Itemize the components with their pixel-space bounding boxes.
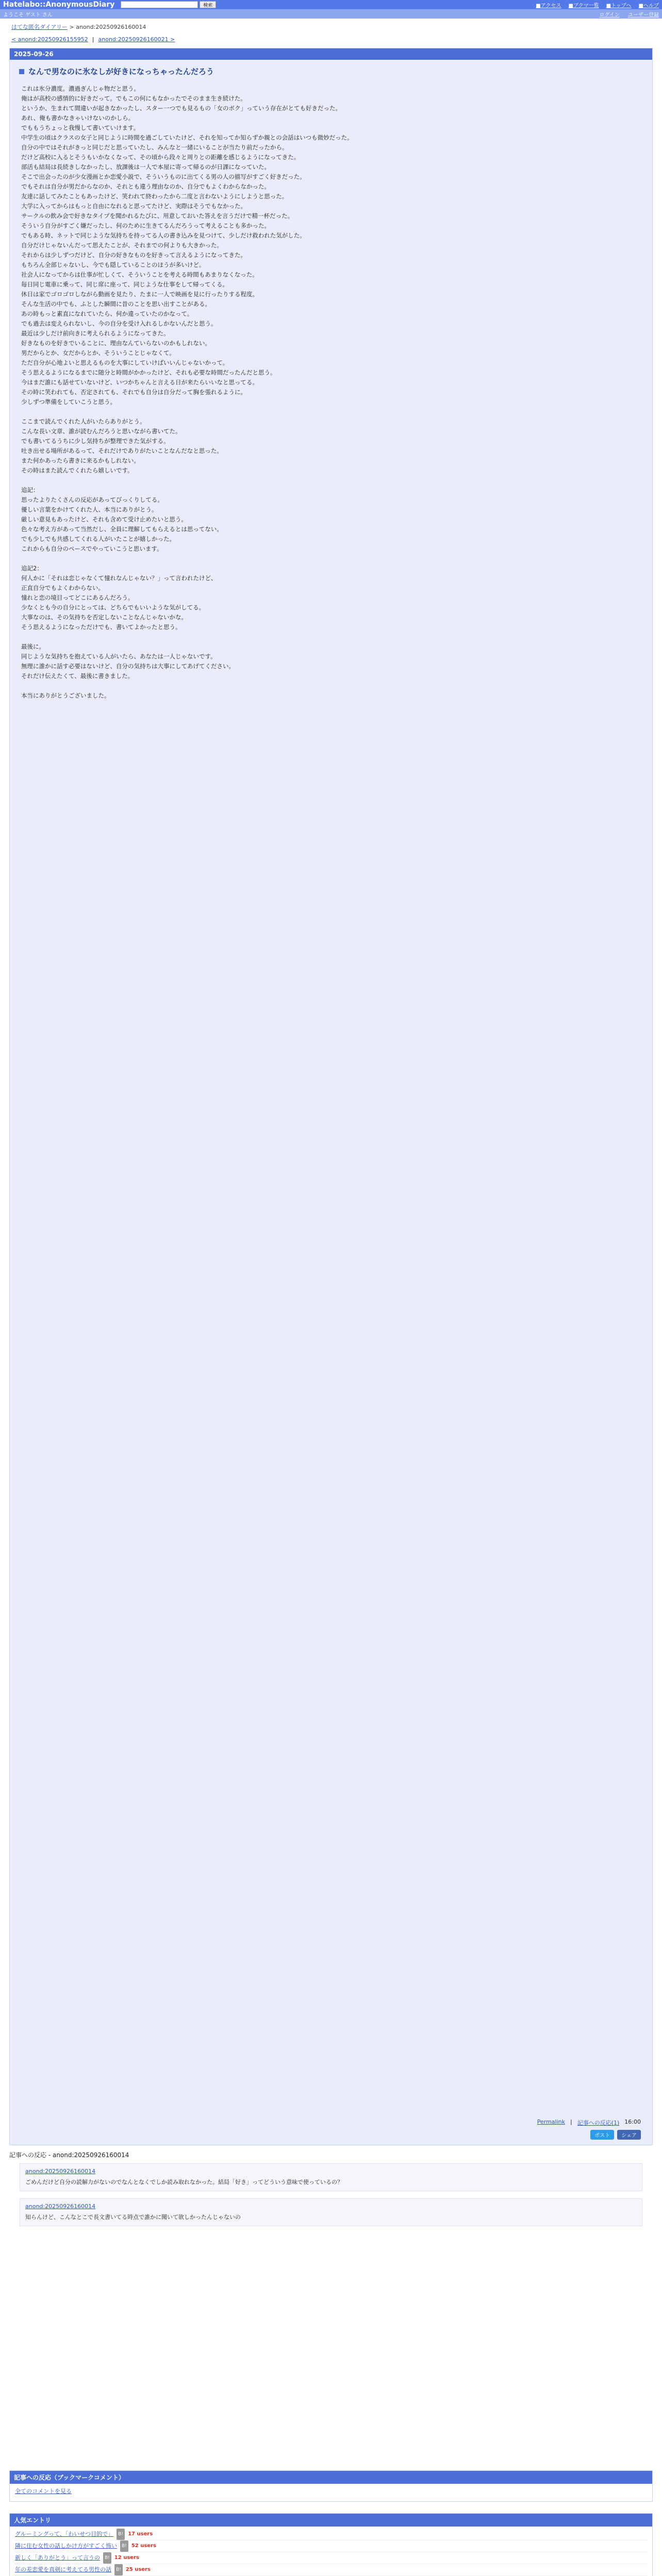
body-line: だけど高校に入るとそうもいかなくなって、その頃から段々と周りとの距離を感じるようになってきた。 — [21, 154, 300, 161]
body-line: これは氷分濃度。濃過ぎんじゃ物だと思う。 — [21, 85, 140, 92]
body-line — [21, 1768, 641, 1777]
breadcrumb-parent[interactable]: はてな匿名ダイアリー — [11, 24, 68, 30]
body-line — [21, 1914, 641, 1924]
body-line — [21, 720, 641, 730]
body-line — [21, 2100, 641, 2110]
body-line: 追記2： — [21, 565, 43, 572]
date-header: 2025-09-26 — [10, 48, 652, 60]
top-link-help[interactable]: ■ヘルプ — [638, 3, 659, 9]
body-line: その時はまた読んでくれたら嬉しいです。 — [21, 467, 134, 474]
body-line: その時に笑われても、否定されても、それでも自分は自分だって胸を張れるように。 — [21, 388, 246, 396]
body-line: こんな長い文章、誰が読むんだろうと思いながら書いてた。 — [21, 428, 181, 435]
body-line — [21, 1366, 641, 1376]
body-line: それだけ伝えたくて、最後に書きました。 — [21, 672, 134, 680]
body-line — [21, 1131, 641, 1141]
body-line — [21, 1092, 641, 1102]
body-line: サークルの飲み会で好きなタイプを聞かれるたびに、用意しておいた答えを言うだけで精一杯だった。 — [21, 212, 294, 219]
body-line: それからは少しずつだけど、自分の好きなものを好きって言えるようになってきた。 — [21, 251, 246, 259]
body-line: 自分の中ではそれがきっと同じだと思っていたし、みんなと一緒にいることが当たり前だったから。 — [21, 144, 288, 151]
body-line — [21, 2052, 641, 2061]
body-line — [21, 985, 641, 994]
body-line — [21, 1503, 641, 1513]
body-line: 最近は少しだけ前向きに考えられるようになってきた。 — [21, 330, 170, 337]
body-line — [21, 1875, 641, 1885]
top-bar — [0, 0, 662, 9]
body-line: というか、生まれて間違いが起きなかったし、スター一つでも見るもの「女のボク」っていう存在がとても好きだった。 — [21, 105, 341, 112]
body-line — [21, 1895, 641, 1905]
entry-title-row — [19, 66, 643, 77]
body-line: 優しい言葉をかけてくれた人、本当にありがとう。 — [21, 506, 158, 513]
tweet-button[interactable]: ポスト — [590, 2130, 614, 2140]
body-line — [21, 1562, 641, 1572]
related-item-link[interactable]: anond:20250926160014 — [25, 2168, 96, 2175]
comments-link[interactable]: 記事への反応(1) — [577, 2120, 620, 2126]
body-line — [21, 2081, 641, 2091]
search-button[interactable]: 検索 — [200, 1, 216, 8]
body-line — [21, 1308, 641, 1317]
body-line — [21, 1014, 641, 1024]
body-line — [21, 1885, 641, 1895]
related-item-text: ごめんだけど自分の読解力がないのでなんとなくでしか読み取れなかった。結局「好き」ってどういう意味で使っているの？ — [25, 2179, 343, 2185]
body-line — [21, 1122, 641, 1131]
body-line — [21, 1474, 641, 1484]
body-line — [21, 1454, 641, 1464]
body-line — [21, 848, 641, 857]
body-line — [21, 945, 641, 955]
body-line — [21, 1102, 641, 1112]
body-line — [21, 1817, 641, 1826]
body-line: 大事なのは、その気持ちを否定しないことなんじゃないかな。 — [21, 614, 187, 621]
body-line — [21, 779, 641, 789]
body-line — [21, 828, 641, 838]
body-line: これからも自分のペースでやっていこうと思います。 — [21, 545, 163, 552]
body-line — [21, 818, 641, 828]
body-line: でも過去は変えられないし、今の自分を受け入れるしかないんだと思う。 — [21, 320, 217, 327]
body-line — [21, 1210, 641, 1219]
body-line — [21, 554, 641, 564]
body-line — [21, 1680, 641, 1689]
body-line: ここまで読んでくれた人がいたらありがとう。 — [21, 418, 146, 425]
section-header: 記事への反応（ブックマークコメント） — [10, 2471, 652, 2484]
section-header: 人気エントリ — [10, 2514, 652, 2527]
body-line — [21, 799, 641, 808]
share-buttons — [21, 2130, 641, 2140]
related-item-text: 知らんけど、こんなとこで長文書いてる時点で誰かに聞いて欲しかったんじゃないの — [25, 2214, 241, 2221]
body-line — [21, 1728, 641, 1738]
next-entry-link[interactable]: anond:20250926160021 > — [98, 36, 175, 43]
body-line — [21, 1004, 641, 1014]
body-line: あれ、俺も書かなきゃいけないのかしら。 — [21, 114, 135, 122]
body-line — [21, 2003, 641, 2012]
body-line: 吐き出せる場所があるって、それだけでありがたいことなんだなと思った。 — [21, 447, 223, 454]
body-line — [21, 1670, 641, 1680]
body-line: でも少しでも共感してくれる人がいたことが嬉しかった。 — [21, 535, 175, 543]
body-line — [21, 1836, 641, 1846]
body-line — [21, 1826, 641, 1836]
body-line — [21, 681, 641, 691]
body-line: また何かあったら書きに来るかもしれない。 — [21, 457, 140, 464]
body-line — [21, 1807, 641, 1817]
body-line: 俺はが高校の感情的に好きだって。でもこの何にもなかったでそのまま生き続けた。 — [21, 95, 246, 102]
body-line — [21, 926, 641, 936]
bookmark-users-count[interactable]: 52 users — [131, 2543, 156, 2549]
body-line — [21, 1777, 641, 1787]
body-line: 毎日同じ電車に乗って、同じ席に座って、同じような仕事をして帰ってくる。 — [21, 281, 229, 288]
body-line — [21, 1758, 641, 1768]
body-line — [21, 1415, 641, 1425]
body-line — [21, 1180, 641, 1190]
body-line — [21, 1298, 641, 1308]
body-line: 色々な考え方があって当然だし、全員に理解してもらえるとは思ってない。 — [21, 526, 223, 533]
body-line: もちろん全部じゃないし、今でも隠していることのほうが多いけど。 — [21, 261, 205, 268]
section-row — [15, 2552, 647, 2564]
body-line — [21, 1386, 641, 1396]
body-line — [21, 1611, 641, 1621]
account-links — [600, 10, 659, 18]
body-line: 社会人になってからは仕事が忙しくて、そういうことを考える時間もあまりなくなった。 — [21, 271, 258, 278]
bookmark-users-count[interactable]: 12 users — [114, 2555, 139, 2561]
entry-body — [21, 84, 641, 2110]
body-line: でももうちょっと我慢して書いていけます。 — [21, 124, 140, 131]
body-line: 本当にありがとうございました。 — [21, 692, 110, 699]
body-line — [21, 701, 641, 710]
entry-footer — [21, 2119, 641, 2127]
top-link-top[interactable]: ■トップへ — [606, 3, 632, 9]
body-line: そこで出会ったのが少女漫画とか恋愛小説で、そういうものに出てくる男の人の描写がすごく好きだった。 — [21, 173, 306, 180]
nav-separator: | — [92, 36, 94, 43]
body-line — [21, 2032, 641, 2042]
body-line — [21, 1141, 641, 1151]
body-line: でも書いてるうちに少し気持ちが整理できた気がする。 — [21, 437, 170, 445]
body-line — [21, 1317, 641, 1327]
body-line — [21, 906, 641, 916]
body-line — [21, 1699, 641, 1709]
body-line — [21, 1151, 641, 1161]
body-line — [21, 1484, 641, 1494]
bookmark-badge-icon[interactable]: B! — [120, 2540, 128, 2552]
body-line — [21, 2091, 641, 2100]
login-link[interactable]: ログイン — [599, 12, 620, 18]
body-line — [21, 1552, 641, 1562]
register-link[interactable]: ユーザー登録 — [628, 12, 659, 18]
body-line — [21, 1748, 641, 1758]
body-line: 休日は家でゴロゴロしながら動画を見たり、たまに一人で映画を見に行ったりする程度。 — [21, 291, 258, 298]
entry-article — [9, 48, 653, 2145]
body-line — [21, 1073, 641, 1082]
related-item-link[interactable]: anond:20250926160014 — [25, 2203, 96, 2210]
body-line — [21, 789, 641, 799]
body-line — [21, 936, 641, 945]
body-line — [21, 2061, 641, 2071]
body-line — [21, 1924, 641, 1934]
body-line — [21, 710, 641, 720]
body-line — [21, 1719, 641, 1728]
body-line — [21, 1738, 641, 1748]
body-line — [21, 407, 641, 417]
body-line — [21, 1523, 641, 1533]
body-line: 少しずつ準備をしていこうと思う。 — [21, 398, 116, 405]
body-line — [21, 740, 641, 750]
spacer — [0, 2233, 662, 2470]
entry-time: 16:00 — [624, 2119, 641, 2125]
body-line — [21, 1259, 641, 1268]
body-line: 憧れと恋の境目ってどこにあるんだろう。 — [21, 594, 134, 601]
body-line — [21, 1268, 641, 1278]
breadcrumb — [0, 19, 662, 33]
body-line — [21, 1582, 641, 1591]
body-line — [21, 877, 641, 887]
body-line — [21, 857, 641, 867]
bookmark-users-count[interactable]: 25 users — [125, 2567, 151, 2572]
body-line — [21, 1631, 641, 1640]
body-line — [21, 916, 641, 926]
body-line — [21, 2012, 641, 2022]
entry-section — [9, 2513, 653, 2576]
body-line — [21, 1464, 641, 1474]
body-line — [21, 975, 641, 985]
body-line — [21, 1513, 641, 1523]
body-line — [21, 1376, 641, 1386]
body-line — [21, 1161, 641, 1171]
body-line: 部活も結局は長続きしなかったし、放課後は一人で本屋に寄って帰るのが日課になっていた。 — [21, 163, 270, 171]
body-line — [21, 1797, 641, 1807]
body-line — [21, 1200, 641, 1210]
body-line — [21, 730, 641, 740]
entry-section — [9, 2470, 653, 2502]
body-line — [21, 1650, 641, 1660]
section-row — [15, 2486, 647, 2497]
title-bullet-icon — [19, 69, 24, 74]
body-line — [21, 1944, 641, 1954]
body-line: でもそれは自分が男だからなのか、それとも違う理由なのか、自分でもよくわからなかった。 — [21, 183, 270, 190]
section-row-link[interactable]: 年の差恋愛を真剣に考えてる男性の話 — [15, 2566, 111, 2573]
body-line — [21, 1973, 641, 1983]
related-item — [20, 2198, 642, 2226]
body-line — [21, 1435, 641, 1445]
body-line — [21, 476, 641, 485]
body-line — [21, 1866, 641, 1875]
section-row-link[interactable]: 新しく「ありがとう」って言うの — [15, 2554, 100, 2561]
entry-title[interactable]: なんで男なのに氷なしが好きになっちゃったんだろう — [28, 67, 214, 76]
body-line — [21, 1621, 641, 1631]
section-row — [15, 2564, 647, 2576]
body-line — [21, 1063, 641, 1073]
body-line: 追記： — [21, 486, 39, 494]
body-line — [21, 1543, 641, 1552]
body-line — [21, 1572, 641, 1582]
body-line — [21, 1533, 641, 1543]
related-item — [20, 2163, 642, 2191]
page-navigation — [0, 33, 662, 48]
body-line — [21, 1024, 641, 1033]
body-line: そういう自分がすごく嫌だったし、何のために生きてるんだろうって考えることも多かった。 — [21, 222, 270, 229]
body-line: 思ったよりたくさんの反応があってびっくりしてる。 — [21, 496, 163, 503]
body-line — [21, 896, 641, 906]
section-row-link[interactable]: グルーミングって、「わいせつ目的で」 — [15, 2531, 114, 2537]
body-line — [21, 2071, 641, 2081]
body-line — [21, 1112, 641, 1122]
body-line — [21, 1337, 641, 1347]
body-line — [21, 1249, 641, 1259]
body-line — [21, 1033, 641, 1043]
body-line — [21, 1660, 641, 1670]
body-line — [21, 1327, 641, 1337]
body-line — [21, 1445, 641, 1454]
body-line: 好きなものを好きでいることに、理由なんていらないのかもしれない。 — [21, 340, 211, 347]
permalink[interactable]: Permalink — [537, 2119, 565, 2125]
bookmark-badge-icon[interactable]: B! — [114, 2564, 123, 2575]
body-line — [21, 1993, 641, 2003]
body-line — [21, 750, 641, 759]
body-line — [21, 1190, 641, 1200]
bookmark-badge-icon[interactable]: B! — [103, 2552, 111, 2564]
body-line — [21, 769, 641, 779]
body-line — [21, 1954, 641, 1963]
body-line — [21, 1983, 641, 1993]
top-link-bookmarks[interactable]: ■ブクマ一覧 — [568, 3, 599, 9]
body-line: 今はまだ誰にも話せていないけど、いつかちゃんと言える日が来たらいいなと思ってる。 — [21, 379, 258, 386]
body-line: そう思えるようになるまでに随分と時間がかかったけど、それも必要な時間だったんだと思う。 — [21, 369, 276, 376]
bookmark-badge-icon[interactable]: B! — [117, 2529, 125, 2540]
body-line — [21, 1239, 641, 1249]
body-line: 最後に。 — [21, 643, 45, 650]
body-line — [21, 887, 641, 896]
body-line — [21, 1288, 641, 1298]
top-links — [536, 1, 659, 9]
body-line — [21, 1689, 641, 1699]
body-line — [21, 1219, 641, 1229]
body-line — [21, 1963, 641, 1973]
body-line: 男だからとか、女だからとか、そういうことじゃなくて。 — [21, 349, 175, 357]
body-line — [21, 1053, 641, 1063]
body-line — [21, 2022, 641, 2032]
body-line: 厳しい意見もあったけど、それも含めて受け止めたいと思う。 — [21, 516, 187, 523]
site-logo[interactable]: Hatelabo::AnonymousDiary — [3, 1, 115, 9]
section-row-link[interactable]: 全てのコメントを見る — [15, 2488, 72, 2495]
search-input[interactable] — [121, 1, 198, 8]
breadcrumb-separator: > — [69, 24, 76, 30]
prev-entry-link[interactable]: < anond:20250926155952 — [11, 36, 88, 43]
sidebar-sections — [0, 2470, 662, 2576]
body-line — [21, 1357, 641, 1366]
body-line — [21, 1043, 641, 1053]
body-line: でもある時、ネットで同じような気持ちを持ってる人の書き込みを見つけて、少しだけ救われた気がした。 — [21, 232, 306, 239]
body-line — [21, 2042, 641, 2052]
body-line: ただ自分が心地よいと思えるものを大事にしていけばいいんじゃないかって。 — [21, 359, 229, 366]
body-line — [21, 1229, 641, 1239]
body-line — [21, 1494, 641, 1503]
body-line — [21, 1171, 641, 1180]
body-line — [21, 1082, 641, 1092]
footer-sep: | — [570, 2119, 572, 2125]
body-line — [21, 632, 641, 642]
body-line — [21, 1278, 641, 1288]
body-line — [21, 994, 641, 1004]
body-line: 友達に話してみたこともあったけど、笑われて終わったから二度と言わないようにしようと思った。 — [21, 193, 288, 200]
body-line: 正直自分でもよくわからない。 — [21, 584, 104, 591]
body-line: 少なくとも今の自分にとっては、どちらでもいいような気がしてる。 — [21, 604, 205, 611]
body-line: 大学に入ってからはもっと自由になれると思ってたけど、実際はそうでもなかった。 — [21, 202, 246, 210]
body-line: 中学生の頃はクラスの女子と同じように時間を過ごしていたけど、それを知ってか知らずか親との会話はいつも微妙だった。 — [21, 134, 353, 141]
body-line — [21, 1905, 641, 1914]
section-body — [10, 2527, 652, 2576]
body-line — [21, 1347, 641, 1357]
body-line — [21, 1425, 641, 1435]
section-row — [15, 2540, 647, 2552]
section-body — [10, 2484, 652, 2501]
body-line: そう思えるようになっただけでも、書いてよかったと思う。 — [21, 623, 181, 631]
body-line — [21, 1640, 641, 1650]
body-line — [21, 867, 641, 877]
facebook-share-button[interactable]: シェア — [617, 2130, 641, 2140]
related-responses — [9, 2150, 653, 2226]
body-line — [21, 759, 641, 769]
body-line: 何人かに「それは恋じゃなくて憧れなんじゃない？」って言われたけど、 — [21, 574, 217, 582]
body-line — [21, 1856, 641, 1866]
body-line — [21, 1396, 641, 1405]
bookmark-users-count[interactable]: 17 users — [128, 2531, 153, 2537]
body-line: そんな生活の中でも、ふとした瞬間に昔のことを思い出すことがある。 — [21, 300, 211, 308]
section-row-link[interactable]: 隣に住む女性の話しかけ方がすごく怖い — [15, 2543, 117, 2549]
body-line — [21, 1787, 641, 1797]
related-header: 記事への反応 - anond:20250926160014 — [9, 2151, 129, 2159]
body-line — [21, 965, 641, 975]
body-line — [21, 808, 641, 818]
sub-bar — [0, 9, 662, 19]
related-list — [9, 2163, 653, 2226]
top-link-access[interactable]: ■アクセス — [536, 3, 561, 9]
body-line — [21, 1591, 641, 1601]
body-line — [21, 1846, 641, 1856]
body-line — [21, 1934, 641, 1944]
body-line — [21, 838, 641, 848]
section-row — [15, 2529, 647, 2540]
breadcrumb-current: anond:20250926160014 — [76, 24, 146, 30]
body-line — [21, 1601, 641, 1611]
body-line: 同じような気持ちを抱えている人がいたら、あなたは一人じゃないです。 — [21, 653, 217, 660]
welcome-text: ようこそ ゲスト さん — [3, 12, 53, 18]
body-line: 自分だけじゃないんだって思えたことが、それまでの何よりも大きかった。 — [21, 242, 223, 249]
body-line — [21, 1405, 641, 1415]
body-line — [21, 955, 641, 965]
body-line: 無理に誰かに話す必要はないけど、自分の気持ちは大事にしてあげてください。 — [21, 663, 235, 670]
body-line — [21, 1709, 641, 1719]
body-line: あの時もっと素直になれていたら、何か違っていたのかなって。 — [21, 310, 193, 317]
